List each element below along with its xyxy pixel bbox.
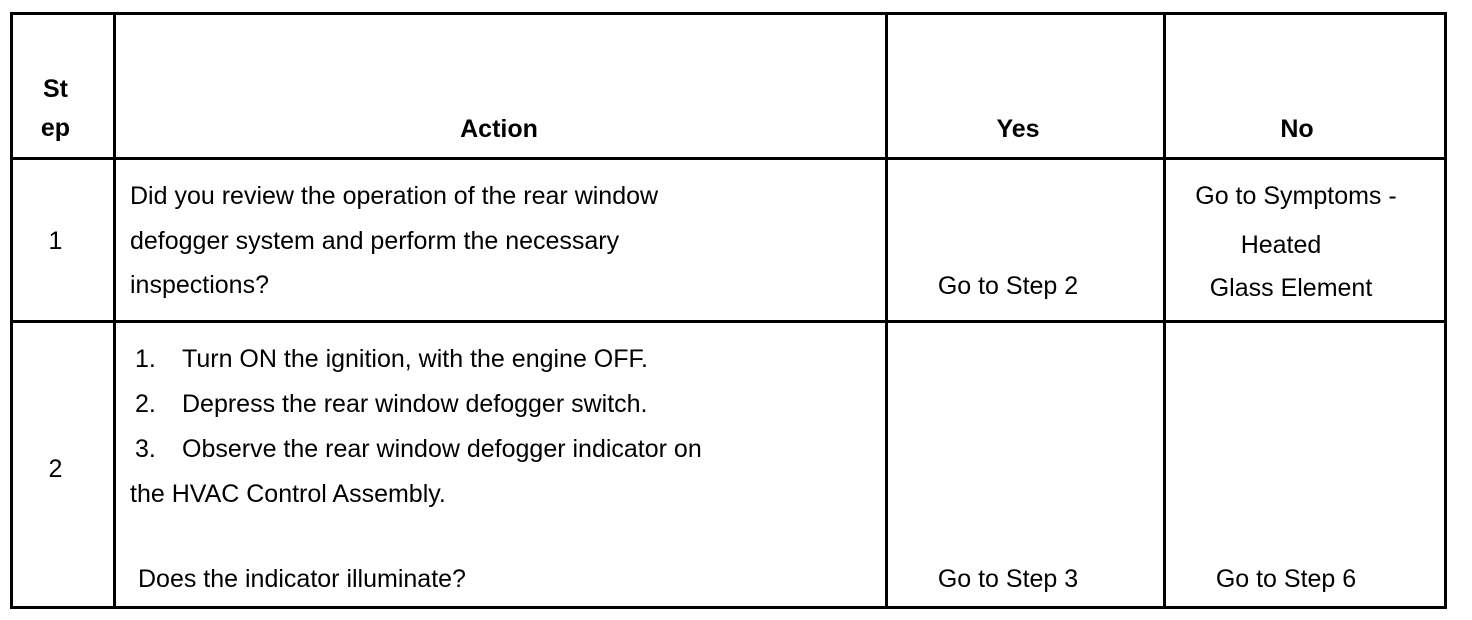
instruction-text: Turn ON the ignition, with the engine OFF.	[182, 345, 648, 373]
instruction-item	[130, 390, 648, 419]
instruction-text: Observe the rear window defogger indicator on	[182, 435, 702, 463]
no-result: Go to Step 6	[1215, 565, 1357, 593]
no-result-line: Go to Symptoms -	[1195, 182, 1397, 210]
row-divider	[13, 320, 1444, 323]
header-action: Action	[460, 115, 538, 143]
header-step-line1: St	[43, 75, 68, 103]
instruction-number: 3.	[135, 435, 156, 463]
step-number: 2	[48, 455, 63, 483]
header-yes: Yes	[996, 115, 1040, 143]
instruction-item	[130, 435, 702, 464]
no-result-line: Heated	[1240, 231, 1322, 259]
step-number: 1	[48, 227, 63, 255]
row-divider	[13, 157, 1444, 160]
header-step-line2: ep	[40, 114, 71, 142]
column-divider	[113, 15, 116, 606]
header-step	[13, 75, 98, 143]
question: Does the indicator illuminate?	[138, 565, 466, 593]
action-line: defogger system and perform the necessary	[130, 227, 620, 255]
no-result-line: Glass Element	[1209, 274, 1373, 302]
procedure-table	[10, 12, 1447, 609]
action-line: Did you review the operation of the rear window	[130, 182, 659, 210]
action-line: inspections?	[130, 271, 269, 299]
instruction-item	[130, 345, 648, 374]
instruction-number: 1.	[135, 345, 156, 373]
instruction-text: Depress the rear window defogger switch.	[182, 390, 648, 418]
instruction-number: 2.	[135, 390, 156, 418]
yes-result: Go to Step 3	[937, 565, 1079, 593]
column-divider	[1163, 15, 1166, 606]
header-no: No	[1280, 115, 1314, 143]
instruction-continuation: the HVAC Control Assembly.	[130, 480, 446, 508]
yes-result: Go to Step 2	[937, 272, 1079, 300]
column-divider	[885, 15, 888, 606]
